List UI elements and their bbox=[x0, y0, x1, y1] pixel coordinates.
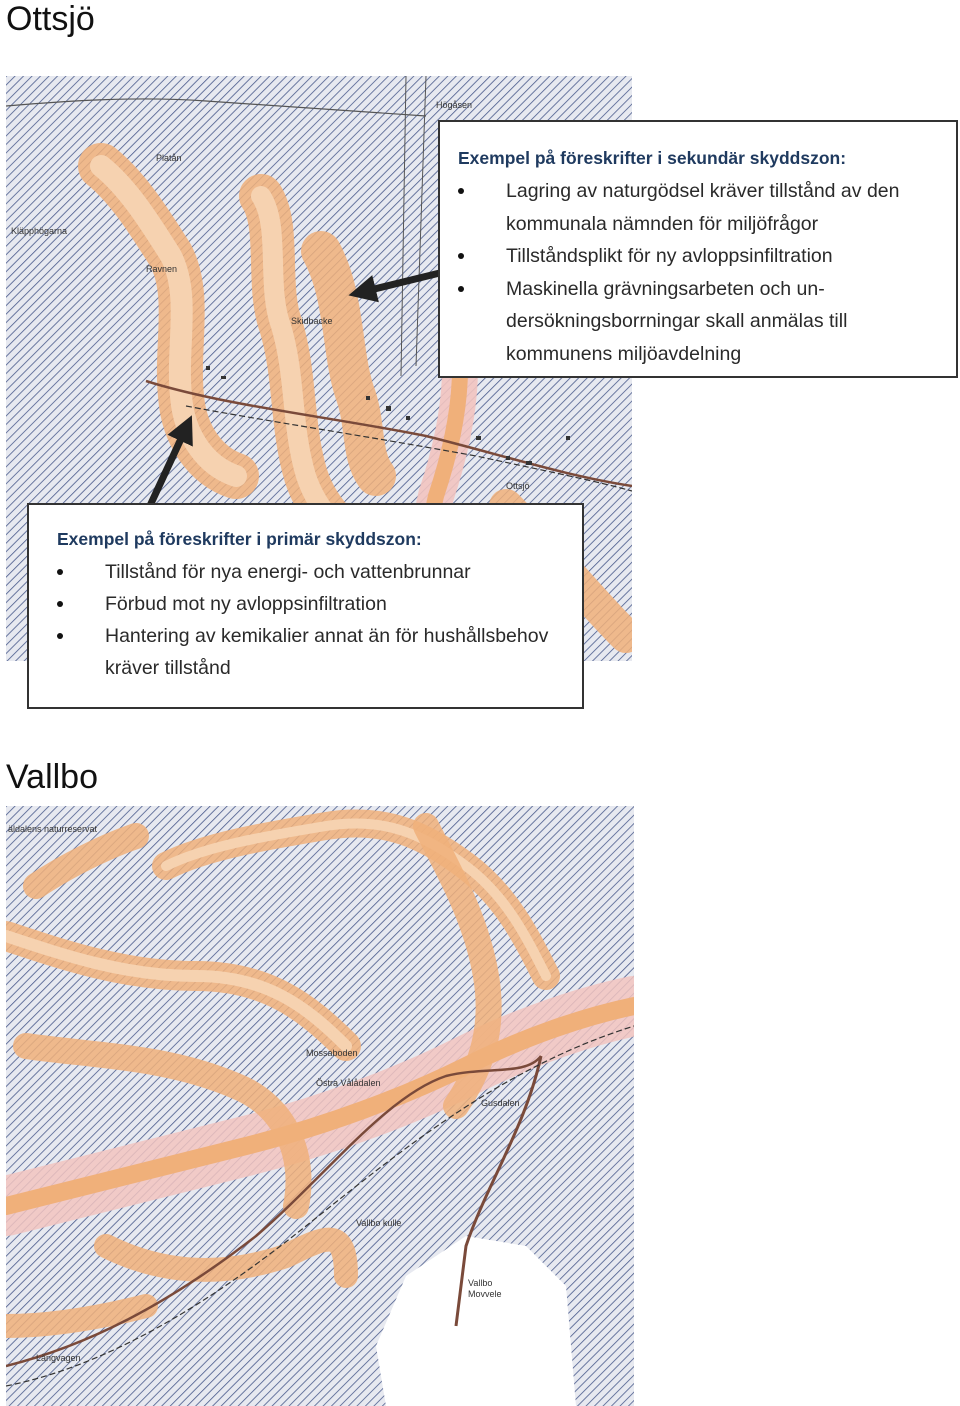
list-item: Hantering av kemikalier annat än för hushållsbehov kräver tillstånd bbox=[57, 620, 560, 684]
map-label-mossaboden: Mossaboden bbox=[306, 1048, 358, 1058]
map-label-klapphogarna: Kläpphögarna bbox=[11, 226, 68, 236]
list-item: Lagring av naturgödsel kräver tillstånd av den kommunala nämnden för miljöfrågor bbox=[458, 175, 938, 240]
map-label-vallbo: Vallbo bbox=[468, 1278, 493, 1288]
secondary-zone-heading: Exempel på föreskrifter i sekundär skyddszon: bbox=[458, 148, 847, 168]
secondary-zone-box bbox=[438, 120, 958, 378]
map-label-ravnen: Ravnen bbox=[146, 264, 178, 274]
map-label-langvagen: Långvagen bbox=[36, 1353, 81, 1363]
map-label-platan: Platån bbox=[156, 153, 182, 163]
list-item: Tillståndsplikt för ny avloppsinfiltration bbox=[458, 240, 938, 273]
map-label-ottsjo: Ottsjö bbox=[506, 481, 530, 491]
map-label-gusdalen: Gusdalen bbox=[481, 1098, 520, 1108]
section-title-ottsjo: Ottsjö bbox=[6, 0, 95, 38]
map-label-movvele: Movvele bbox=[468, 1289, 502, 1299]
map-label-hogasen: Högåsen bbox=[436, 100, 473, 110]
map-label-vallbo-kulle: Vallbo kulle bbox=[356, 1218, 402, 1228]
primary-zone-box bbox=[27, 503, 584, 709]
list-item: Tillstånd för nya energi- och vattenbrunnar bbox=[57, 556, 560, 588]
map-label-naturreservat: äldalens naturreservat bbox=[8, 824, 98, 834]
section-title-vallbo: Vallbo bbox=[6, 758, 98, 796]
primary-zone-heading: Exempel på föreskrifter i primär skyddszon: bbox=[57, 529, 422, 549]
list-item: Maskinella grävningsarbeten och un-dersökningsborrningar skall anmälas till kommunens miljöavdelning bbox=[458, 273, 938, 371]
map-vallbo[interactable] bbox=[6, 806, 634, 1406]
list-item: Förbud mot ny avloppsinfiltration bbox=[57, 588, 560, 620]
secondary-zone-list bbox=[458, 175, 938, 370]
map-label-skidbacke: Skidbacke bbox=[291, 316, 333, 326]
map-label-ostra-valadalen: Östra Vålådalen bbox=[316, 1078, 381, 1088]
primary-zone-list bbox=[57, 556, 560, 684]
